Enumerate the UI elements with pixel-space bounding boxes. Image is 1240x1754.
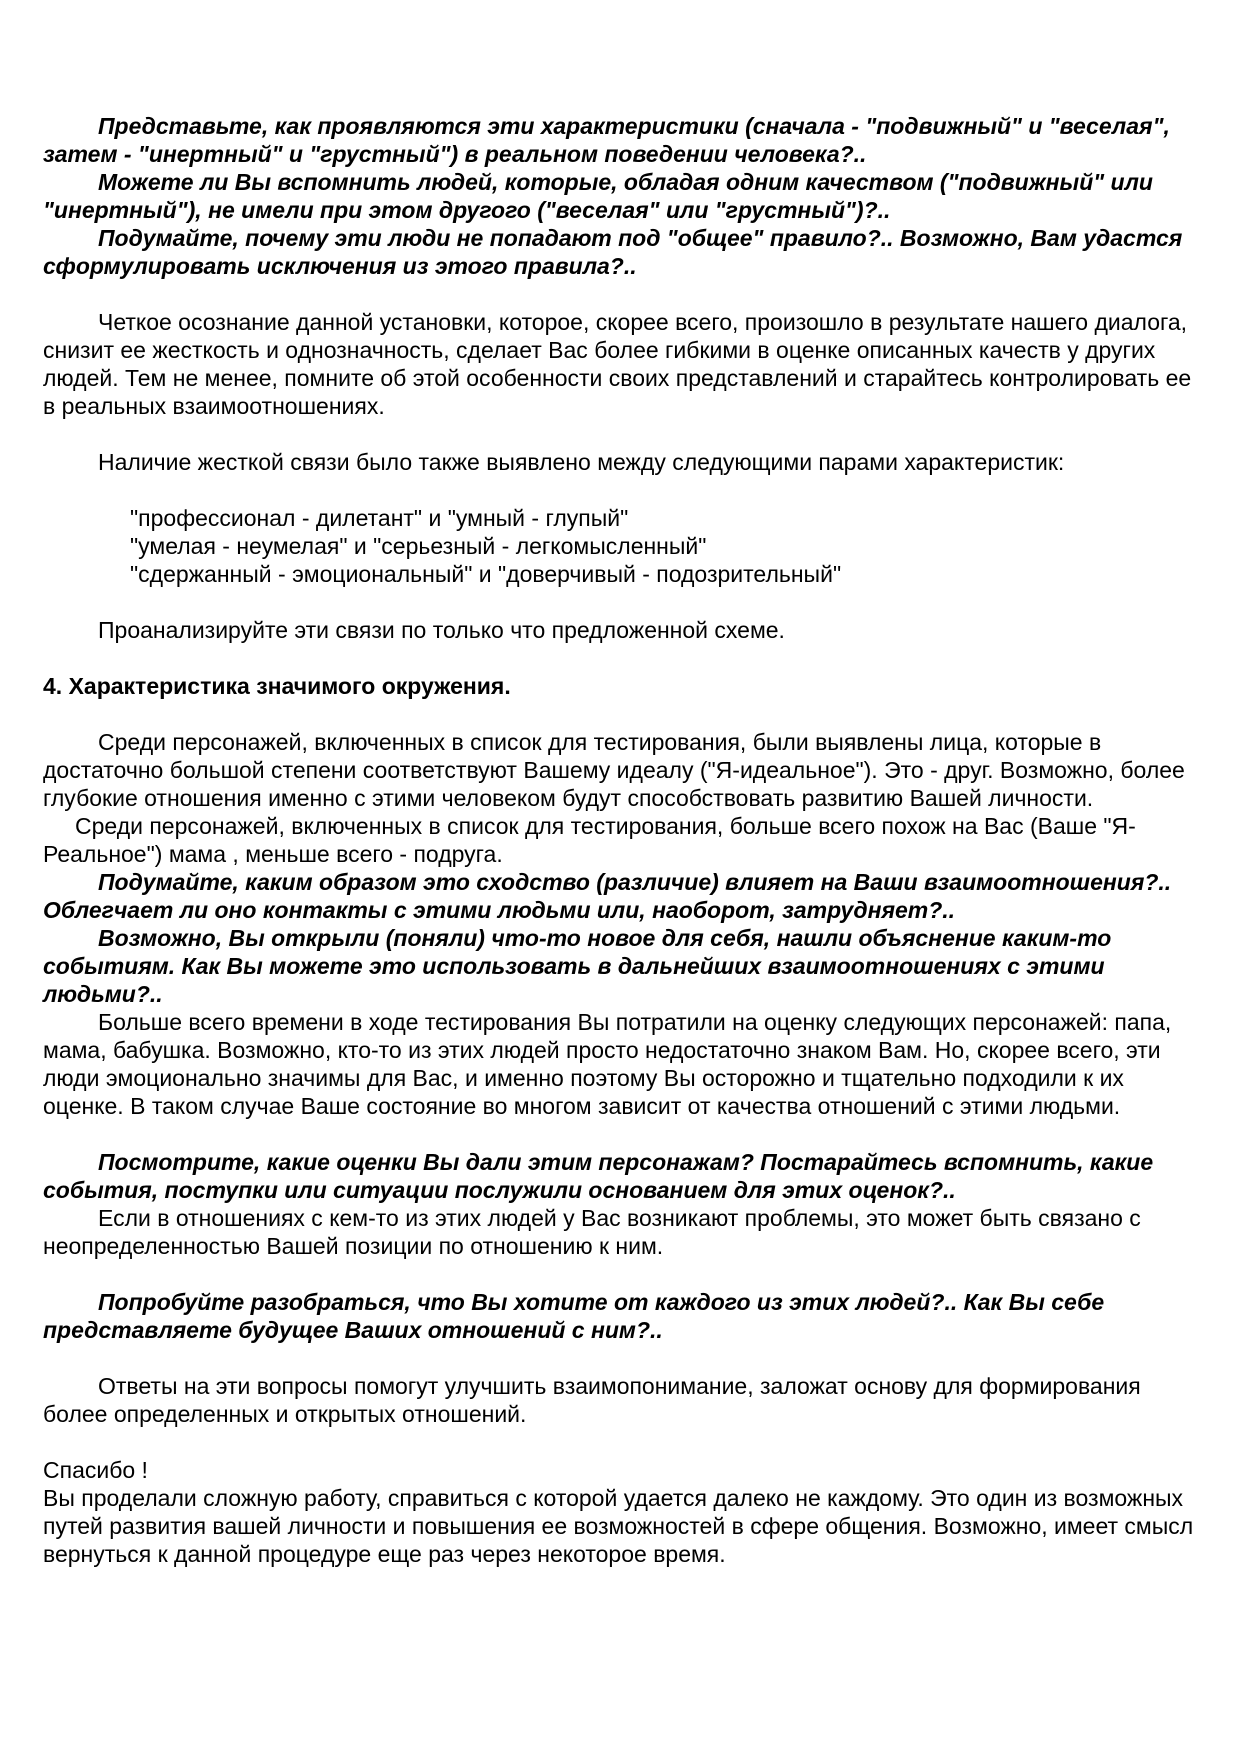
body-paragraph: Четкое осознание данной установки, которое, скорее всего, произошло в результате нашего диалога, снизит ее жесткость и однозначность, сделает Вас более гибкими в оценке описанных качеств у других людей. Тем не менее, помните об этой особенности своих представлений и старайтесь контролировать ее в реальных взаимоотношениях. [43, 309, 1192, 419]
reflection-question: Возможно, Вы открыли (поняли) что-то новое для себя, нашли объяснение каким-то событиям. Как Вы можете это использовать в дальнейших взаимоотношениях с этими людьми?.. [43, 925, 1112, 1007]
body-paragraph: Среди персонажей, включенных в список для тестирования, больше всего похож на Вас (Ваше "Я-Реальное") мама , меньше всего - подруга. [43, 813, 1136, 867]
thanks-line: Спасибо ! [43, 1457, 148, 1483]
reflection-question: Подумайте, почему эти люди не попадают под "общее" правило?.. Возможно, Вам удастся сформулировать исключения из этого правила?.. [43, 225, 1183, 279]
reflection-question: Попробуйте разобраться, что Вы хотите от каждого из этих людей?.. Как Вы себе представляете будущее Ваших отношений с ним?.. [43, 1289, 1105, 1343]
reflection-question: Подумайте, каким образом это сходство (различие) влияет на Ваши взаимоотношения?.. Облегчает ли оно контакты с этими людьми или, наоборот, затрудняет?.. [43, 869, 1172, 923]
pair-list-item: "профессионал - дилетант" и "умный - глупый" [130, 505, 629, 531]
body-paragraph: Больше всего времени в ходе тестирования Вы потратили на оценку следующих персонажей: папа, мама, бабушка. Возможно, кто-то из этих людей просто недостаточно знаком Вам. Но, скорее всего, эти люди эмоционально значимы для Вас, и именно поэтому Вы осторожно и тщательно подходили к их оценке. В таком случае Ваше состояние во многом зависит от качества отношений с этими людьми. [43, 1009, 1172, 1119]
closing-paragraph: Вы проделали сложную работу, справиться с которой удается далеко не каждому. Это один из возможных путей развития вашей личности и повышения ее возможностей в сфере общения. Возможно, имеет смысл вернуться к данной процедуре еще раз через некоторое время. [43, 1485, 1194, 1567]
reflection-question: Посмотрите, какие оценки Вы дали этим персонажам? Постарайтесь вспомнить, какие события, поступки или ситуации послужили основанием для этих оценок?.. [43, 1149, 1154, 1203]
reflection-question: Можете ли Вы вспомнить людей, которые, обладая одним качеством ("подвижный" или "инертный"), не имели при этом другого ("веселая" или "грустный")?.. [43, 169, 1153, 223]
pair-list-item: "умелая - неумелая" и "серьезный - легкомысленный" [130, 533, 707, 559]
characteristic-pairs-list [43, 504, 1202, 588]
pairs-intro-paragraph: Наличие жесткой связи было также выявлено между следующими парами характеристик: [98, 449, 1065, 475]
section-4-heading: 4. Характеристика значимого окружения. [43, 673, 511, 699]
body-paragraph: Если в отношениях с кем-то из этих людей у Вас возникают проблемы, это может быть связано с неопределенностью Вашей позиции по отношению к ним. [43, 1205, 1141, 1259]
pair-list-item: "сдержанный - эмоциональный" и "доверчивый - подозрительный" [130, 561, 842, 587]
analyze-instruction-paragraph: Проанализируйте эти связи по только что предложенной схеме. [98, 617, 785, 643]
body-paragraph: Среди персонажей, включенных в список для тестирования, были выявлены лица, которые в достаточно большой степени соответствуют Вашему идеалу ("Я-идеальное"). Это - друг. Возможно, более глубокие отношения именно с этими человеком будут способствовать развитию Вашей личности. [43, 729, 1185, 811]
body-paragraph: Ответы на эти вопросы помогут улучшить взаимопонимание, заложат основу для формирования более определенных и открытых отношений. [43, 1373, 1141, 1427]
reflection-question: Представьте, как проявляются эти характеристики (сначала - "подвижный" и "веселая", затем - "инертный" и "грустный") в реальном поведении человека?.. [43, 113, 1170, 167]
